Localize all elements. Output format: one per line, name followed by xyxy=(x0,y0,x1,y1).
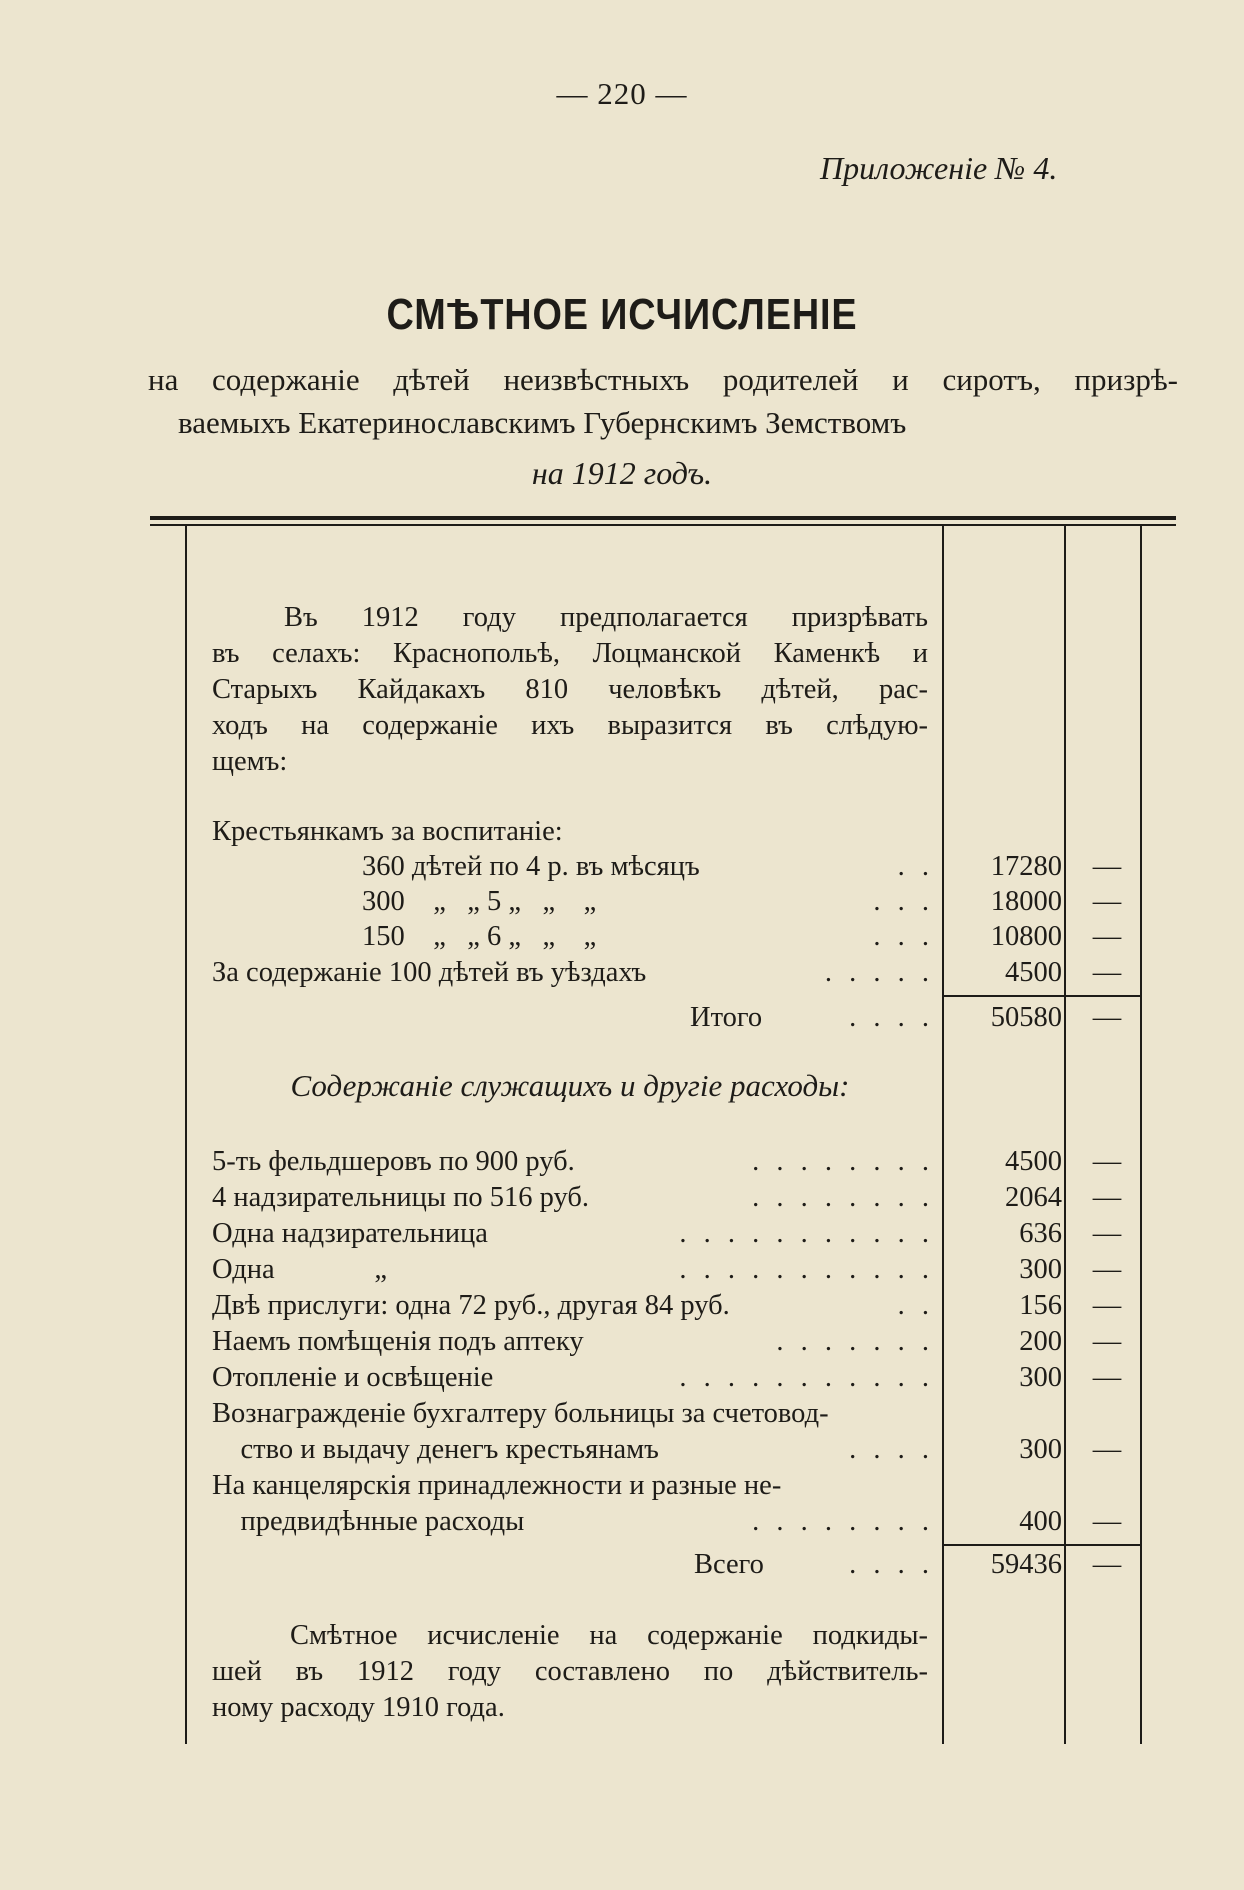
subtitle-line-1: на содержаніе дѣтей неизвѣстныхъ родителей и сиротъ, призрѣ- xyxy=(148,362,1178,397)
row-amount: 200 xyxy=(1019,1326,1062,1357)
row-amount: 300 xyxy=(1019,1254,1062,1285)
row-label: 5-ть фельдшеровъ по 900 руб. xyxy=(212,1146,575,1177)
total-kopecks: — xyxy=(1092,1549,1122,1580)
row-kopecks: — xyxy=(1092,1146,1122,1177)
document-title: СМѢТНОЕ ИСЧИСЛЕНІЕ xyxy=(386,290,858,339)
subtotal-kopecks: — xyxy=(1092,1002,1122,1033)
row-amount: 4500 xyxy=(1005,957,1062,988)
subtitle-year: на 1912 годъ. xyxy=(531,455,713,491)
table-left-border xyxy=(185,526,187,1744)
table-row xyxy=(212,920,934,954)
row-label: Отопленіе и освѣщеніе xyxy=(212,1362,494,1393)
row-amount: 10800 xyxy=(990,921,1062,952)
leader-dots: . . . . . . . . xyxy=(752,1146,934,1177)
row-kopecks: — xyxy=(1092,1254,1122,1285)
leader-dots: . . . . . . . . xyxy=(752,1182,934,1213)
intro-line: ходъ на содержаніе ихъ выразится въ слѣдую- xyxy=(212,710,928,741)
intro-line: щемъ: xyxy=(212,746,288,777)
leader-dots: . . . . xyxy=(849,1434,934,1465)
row-kopecks: — xyxy=(1092,1290,1122,1321)
row-kopecks: — xyxy=(1092,1218,1122,1249)
row-label: 300 „ „ 5 „ „ „ xyxy=(362,886,597,917)
leader-dots: . . . . xyxy=(849,1549,934,1580)
table-row xyxy=(212,1505,934,1539)
leader-dots: . . . xyxy=(873,886,934,917)
intro-line: Старыхъ Кайдакахъ 810 человѣкъ дѣтей, рас- xyxy=(212,674,928,705)
intro-line: въ селахъ: Краснопольѣ, Лоцманской Каменкѣ и xyxy=(212,638,928,669)
table-row xyxy=(212,1397,934,1431)
leader-dots: . . . . . xyxy=(824,957,934,988)
row-label: Одна „ xyxy=(212,1254,388,1285)
row-label: 150 „ „ 6 „ „ „ xyxy=(362,921,597,952)
staff-heading: Содержаніе служащихъ и другіе расходы: xyxy=(290,1068,850,1103)
row-amount: 300 xyxy=(1019,1362,1062,1393)
intro-line: Въ 1912 году предполагается призрѣвать xyxy=(284,602,928,633)
table-row xyxy=(212,1433,934,1467)
table-row xyxy=(212,956,934,990)
table-row xyxy=(212,885,934,919)
subtotal-amount: 50580 xyxy=(990,1002,1062,1033)
table-row xyxy=(212,1217,934,1251)
leader-dots: . . . . . . . . . . . xyxy=(679,1218,934,1249)
row-amount: 400 xyxy=(1019,1506,1062,1537)
leader-dots: . . . . . . . . . . . xyxy=(679,1362,934,1393)
row-amount: 156 xyxy=(1019,1290,1062,1321)
table-row xyxy=(212,1145,934,1179)
page-number: — 220 — xyxy=(556,76,688,111)
intro-paragraph xyxy=(212,600,928,780)
row-kopecks: — xyxy=(1092,886,1122,917)
row-label: Двѣ прислуги: одна 72 руб., другая 84 руб. xyxy=(212,1290,730,1321)
total-amount: 59436 xyxy=(990,1549,1062,1580)
row-amount: 4500 xyxy=(1005,1146,1062,1177)
table-top-rule-thick xyxy=(150,516,1176,520)
row-amount: 17280 xyxy=(990,851,1062,882)
leader-dots: . . . xyxy=(873,921,934,952)
row-amount: 2064 xyxy=(1005,1182,1062,1213)
row-amount: 18000 xyxy=(990,886,1062,917)
row-label: Вознагражденіе бухгалтеру больницы за счетовод- xyxy=(212,1398,829,1429)
footnote-paragraph xyxy=(212,1618,928,1726)
subtitle-line-2: ваемыхъ Екатеринославскимъ Губернскимъ Земствомъ xyxy=(178,405,907,440)
row-label: 4 надзирательницы по 516 руб. xyxy=(212,1182,590,1213)
footnote-line: Смѣтное исчисленіе на содержаніе подкиды- xyxy=(290,1620,928,1651)
table-row xyxy=(212,1289,934,1323)
row-kopecks: — xyxy=(1092,851,1122,882)
row-label: 360 дѣтей по 4 р. въ мѣсяцъ xyxy=(362,851,700,882)
row-kopecks: — xyxy=(1092,957,1122,988)
total-row xyxy=(212,1548,934,1582)
leader-dots: . . . . xyxy=(849,1002,934,1033)
row-label: За содержаніе 100 дѣтей въ уѣздахъ xyxy=(212,957,647,988)
table-row xyxy=(212,1253,934,1287)
leader-dots: . . xyxy=(897,1290,934,1321)
row-kopecks: — xyxy=(1092,1506,1122,1537)
footnote-line: шей въ 1912 году составлено по дѣйствитель- xyxy=(212,1656,928,1687)
subtotal-label: Итого xyxy=(690,1002,763,1033)
row-label: Одна надзирательница xyxy=(212,1218,488,1249)
table-row xyxy=(212,1361,934,1395)
subtotal-row xyxy=(212,1001,934,1035)
footnote-line: ному расходу 1910 года. xyxy=(212,1692,505,1723)
row-label: Наемъ помѣщенія подъ аптеку xyxy=(212,1326,584,1357)
appendix-label: Приложеніе № 4. xyxy=(820,150,1058,186)
row-kopecks: — xyxy=(1092,1434,1122,1465)
row-kopecks: — xyxy=(1092,1326,1122,1357)
row-kopecks: — xyxy=(1092,1182,1122,1213)
row-amount: 300 xyxy=(1019,1434,1062,1465)
subtotal-rule xyxy=(942,995,1140,997)
row-amount: 636 xyxy=(1019,1218,1062,1249)
leader-dots: . . . . . . . xyxy=(776,1326,934,1357)
leader-dots: . . xyxy=(897,851,934,882)
leader-dots: . . . . . . . . xyxy=(752,1506,934,1537)
table-row xyxy=(212,1325,934,1359)
table-row xyxy=(212,1181,934,1215)
row-label: предвидѣнные расходы xyxy=(212,1506,525,1537)
peasants-heading: Крестьянкамъ за воспитаніе: xyxy=(212,816,563,847)
leader-dots: . . . . . . . . . . . xyxy=(679,1254,934,1285)
table-row xyxy=(212,850,934,884)
row-kopecks: — xyxy=(1092,921,1122,952)
row-kopecks: — xyxy=(1092,1362,1122,1393)
total-label: Всего xyxy=(694,1549,764,1580)
column-divider-kopecks xyxy=(1064,526,1066,1744)
row-label: На канцелярскія принадлежности и разные не- xyxy=(212,1470,782,1501)
table-row xyxy=(212,1469,934,1503)
row-label: ство и выдачу денегъ крестьянамъ xyxy=(212,1434,659,1465)
total-rule xyxy=(942,1544,1140,1546)
table-top-rule-thin xyxy=(150,524,1176,526)
